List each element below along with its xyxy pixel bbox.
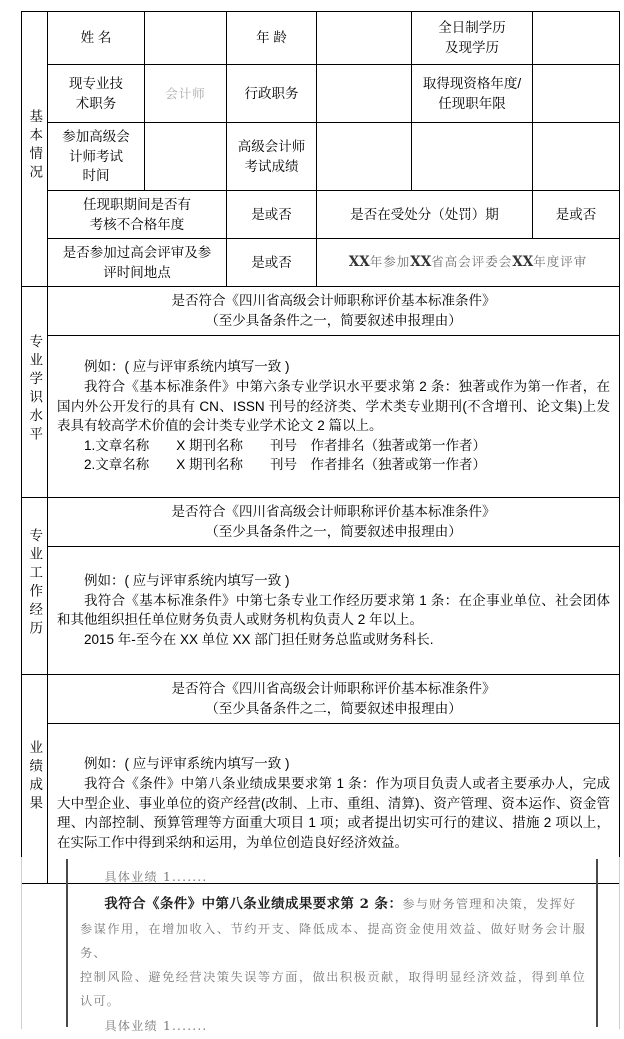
table-row-unqualified-punishment (22, 191, 620, 239)
continuation-line-2-bold: 我符合《条件》中第八条业绩成果要求第 2 条： (104, 895, 403, 912)
experience-section-header (48, 498, 620, 547)
continuation-line-3: 参谋作用，在增加收入、节约开支、降低成本、提高资金使用效益、做好财务会计服务、 (80, 921, 586, 960)
achievement-body-line-1: 我符合《条件》中第八条业绩成果要求第 1 条：作为项目负责人或者主要承办人，完成大中型企业、事业单位的资产经营(改制、上市、重组、清算)、资产管理、资本运作、资金管理、内部控制、预算管理等方面重大项目 1 项；或者提出切实可行的建议、措施 2 项以上，在实际工作中得到采纳和运用，为单位创造良好经济效益。 (57, 776, 610, 850)
continuation-text-block[interactable] (66, 859, 598, 1034)
section-label-achievement (22, 675, 48, 884)
value-exam-time[interactable] (145, 123, 227, 191)
value-current-technical-title[interactable] (145, 65, 227, 123)
label-punishment-period: 是否在受处分（处罚）期 (317, 191, 533, 239)
value-exam-score-extra2[interactable] (533, 123, 620, 191)
continuation-line-2-rest: 参与财务管理和决策，发挥好 (402, 896, 577, 911)
knowledge-section-header (48, 287, 620, 336)
value-age[interactable] (317, 12, 412, 65)
knowledge-body-line-1: 我符合《基本标准条件》中第六条专业学识水平要求第 2 条：独著或作为第一作者，在国内外公开发行的具有 CN、ISSN 刊号的经济类、学术类专业期刊(不含增刊、论文集)上发表具有较高学术价值的会计类专业学术论文 2 篇以上。 (57, 379, 610, 434)
label-review-history-line2: 评时间地点 (103, 264, 171, 280)
value-education[interactable] (533, 12, 620, 65)
label-exam-time (48, 123, 145, 191)
label-name: 姓 名 (48, 12, 145, 65)
value-exam-score[interactable] (317, 123, 412, 191)
section-label-experience (22, 498, 48, 675)
label-qualification-year-line1: 取得现资格年度/ (422, 75, 522, 91)
value-review-history-detail[interactable] (317, 239, 620, 287)
table-row-experience-header (22, 498, 620, 547)
label-exam-time-line2: 计师考试 (69, 148, 123, 164)
label-current-technical-title-line2: 术职务 (75, 95, 117, 111)
section-label-knowledge (22, 287, 48, 498)
review-detail-text1: 年参加 (369, 254, 411, 270)
label-age: 年 龄 (227, 12, 317, 65)
experience-body-line-2: 2015 年-至今在 XX 单位 XX 部门担任财务总监或财务科长. (84, 631, 434, 647)
label-current-technical-title (48, 65, 145, 123)
review-detail-text3: 年度评审 (533, 254, 588, 270)
achievement-header-line1: 是否符合《四川省高级会计师职称评价基本标准条件》 (171, 681, 496, 697)
table-row-knowledge-header (22, 287, 620, 336)
achievement-header-line2: （至少具备条件之二，简要叙述申报理由） (205, 700, 462, 716)
value-current-technical-title-text: 会计师 (165, 85, 206, 101)
knowledge-body-line-3: 2.文章名称 X 期刊名称 刊号 作者排名（独著或第一作者） (84, 457, 487, 473)
table-row-review-history (22, 239, 620, 287)
knowledge-body-line-0: 例如：( 应与评审系统内填写一致 ) (84, 359, 290, 375)
value-punishment-period[interactable]: 是或否 (533, 191, 620, 239)
label-unqualified-year-line1: 任现职期间是否有 (83, 196, 191, 212)
section-label-basic-info-text: 基本情况 (27, 109, 43, 184)
label-current-technical-title-line1: 现专业技 (69, 75, 123, 91)
label-exam-score (227, 123, 317, 191)
section-label-experience-text: 专业工作经历 (27, 527, 43, 639)
experience-body-line-0: 例如：( 应与评审系统内填写一致 ) (84, 573, 290, 589)
label-qualification-year-line2: 任现职年限 (438, 95, 506, 111)
review-detail-xx3: XX (512, 254, 534, 271)
knowledge-section-body[interactable] (48, 336, 620, 498)
review-detail-xx2: XX (410, 254, 432, 271)
experience-header-line1: 是否符合《四川省高级会计师职称评价基本标准条件》 (171, 504, 496, 520)
table-row-name-age-education (22, 12, 620, 65)
value-review-history[interactable]: 是或否 (227, 239, 317, 287)
achievement-section-header (48, 675, 620, 724)
continuation-line-4: 控制风险、避免经营决策失误等方面，做出积极贡献，取得明显经济效益，得到单位认可。 (80, 970, 586, 1009)
label-review-history-line1: 是否参加过高会评审及参 (62, 244, 212, 260)
value-unqualified-year[interactable]: 是或否 (227, 191, 317, 239)
review-detail-text2: 省高会评委会 (431, 254, 513, 270)
label-exam-score-line2: 考试成绩 (244, 158, 299, 174)
experience-section-body[interactable] (48, 547, 620, 675)
experience-body-line-1: 我符合《基本标准条件》中第七条专业工作经历要求第 1 条：在企事业单位、社会团体和其他组织担任单位财务负责人或财务机构负责人 2 年以上。 (57, 592, 610, 628)
section-label-achievement-text: 业绩成果 (27, 739, 43, 814)
value-qualification-year[interactable] (533, 65, 620, 123)
value-administrative-post[interactable] (317, 65, 412, 123)
label-unqualified-year-line2: 考核不合格年度 (89, 216, 185, 232)
label-exam-score-line1: 高级会计师 (237, 138, 306, 154)
table-row-achievement-header (22, 675, 620, 724)
section-label-knowledge-text: 专业学识水平 (27, 333, 43, 445)
label-unqualified-year (48, 191, 227, 239)
continuation-line-1: 具体业绩 1....... (104, 870, 208, 884)
label-review-history (48, 239, 227, 287)
continuation-line-5: 具体业绩 1....... (104, 1019, 208, 1034)
knowledge-body-line-2: 1.文章名称 X 期刊名称 刊号 作者排名（独著或第一作者） (84, 437, 487, 453)
table-row-knowledge-body (22, 336, 620, 498)
value-name[interactable] (145, 12, 227, 65)
label-administrative-post: 行政职务 (227, 65, 317, 123)
value-exam-score-extra[interactable] (412, 123, 533, 191)
knowledge-header-line1: 是否符合《四川省高级会计师职称评价基本标准条件》 (171, 293, 496, 308)
label-education-line1: 全日制学历 (438, 20, 506, 36)
table-row-title-post-qualification (22, 65, 620, 123)
label-exam-time-line3: 时间 (82, 168, 110, 184)
experience-header-line2: （至少具备条件之一，简要叙述申报理由） (205, 523, 462, 539)
knowledge-header-line2: （至少具备条件之一，简要叙述申报理由） (205, 312, 462, 328)
label-education (412, 12, 533, 65)
section-label-basic-info (22, 12, 48, 287)
continuation-line-2 (80, 891, 586, 917)
table-row-exam-time-score (22, 123, 620, 191)
table-row-experience-body (22, 547, 620, 675)
continuation-page (21, 857, 620, 1034)
achievement-body-line-0: 例如：( 应与评审系统内填写一致 ) (84, 756, 290, 772)
label-education-line2: 及现学历 (445, 40, 499, 55)
label-qualification-year (412, 65, 533, 123)
review-detail-xx1: XX (348, 254, 370, 271)
label-exam-time-line1: 参加高级会 (62, 129, 130, 145)
evaluation-form-table (21, 11, 620, 884)
